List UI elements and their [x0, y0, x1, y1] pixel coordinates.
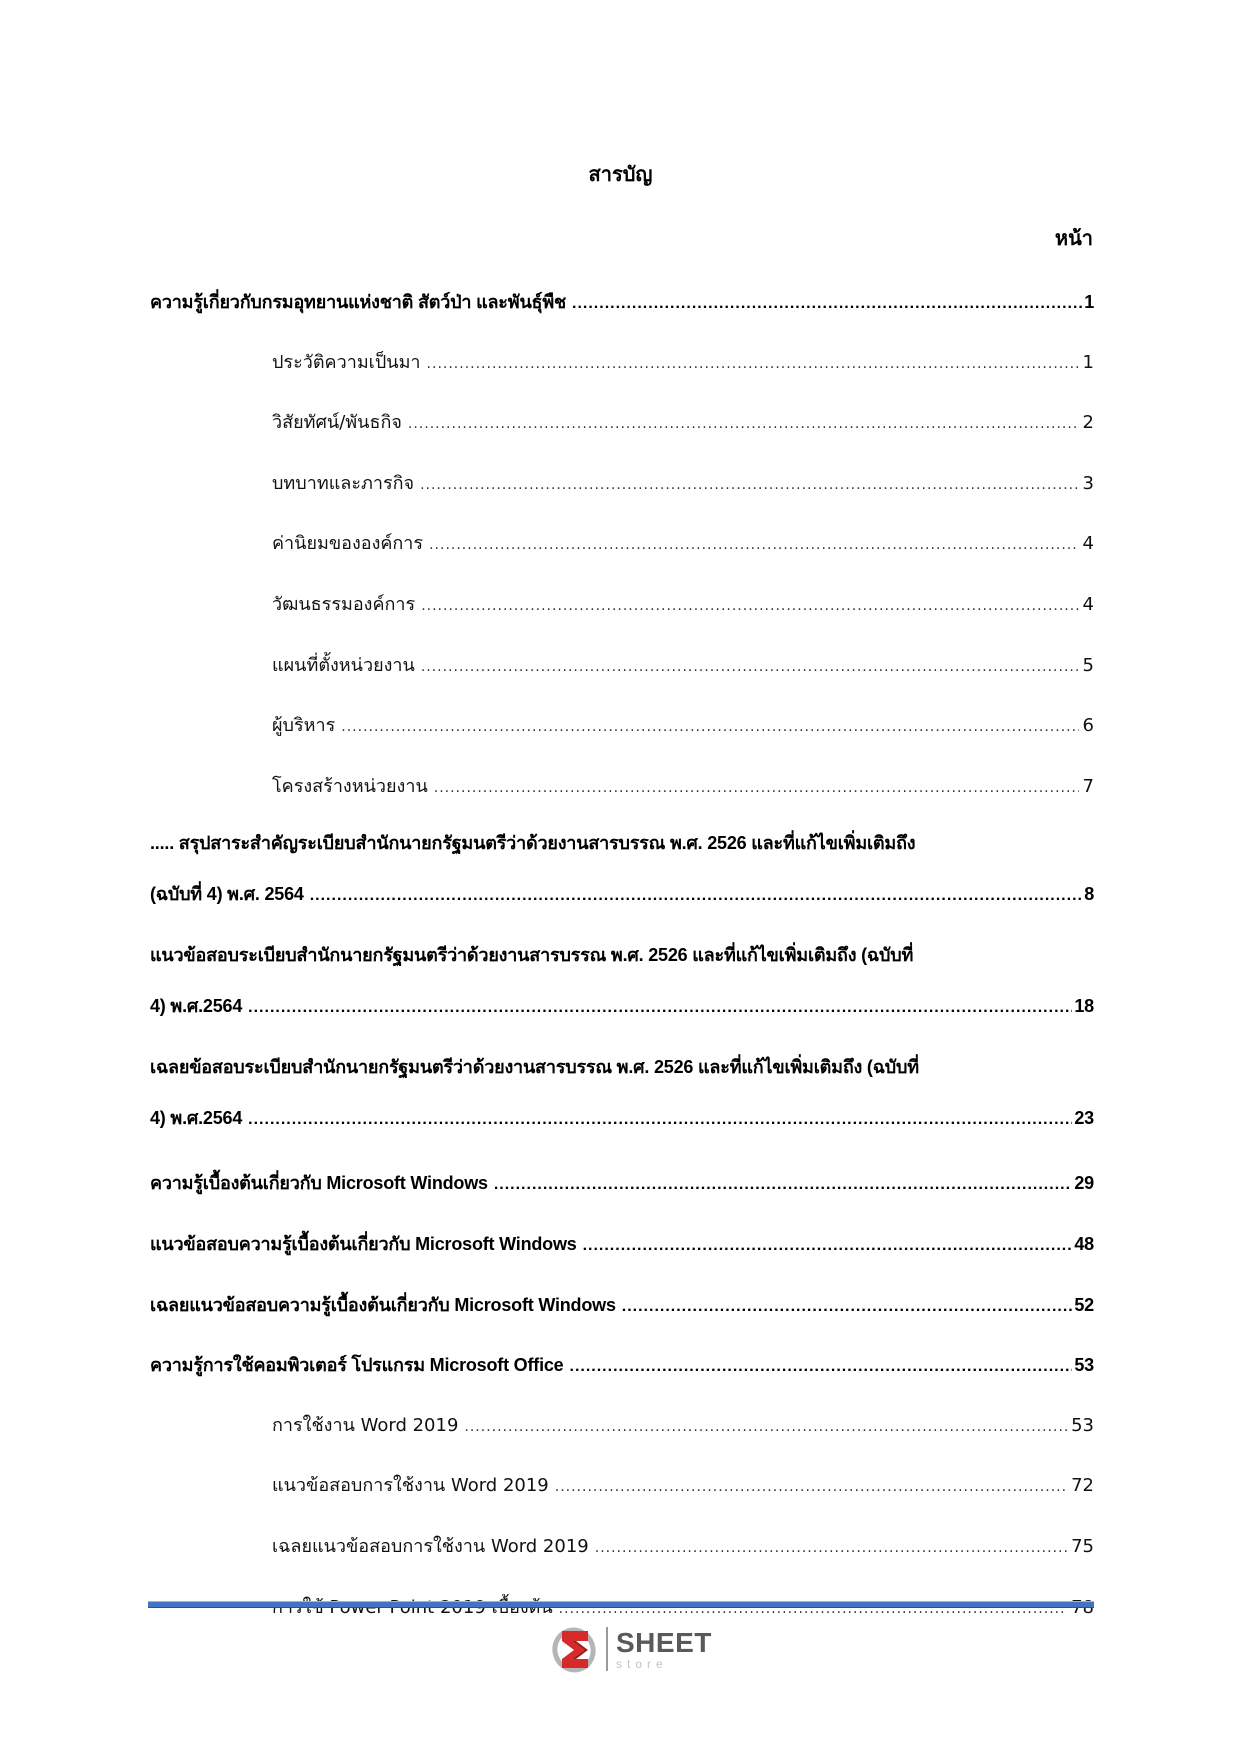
dot-leader	[572, 274, 1082, 335]
dot-leader	[420, 455, 1078, 516]
logo-divider	[606, 1627, 608, 1671]
toc-entry-label-cont: (ฉบับที่ 4) พ.ศ. 2564	[150, 884, 304, 905]
dot-leader	[429, 515, 1078, 576]
toc-entry-label: ความรู้เกี่ยวกับกรมอุทยานแห่งชาติ สัตว์ป่า และพันธุ์พืช	[150, 292, 567, 312]
toc-entry-page: 2	[1082, 412, 1094, 434]
toc-subentry[interactable]	[150, 757, 1094, 818]
page-column-header: หน้า	[1054, 226, 1093, 250]
toc-entry-label: ผู้บริหาร	[272, 715, 336, 737]
toc-entry-label: โครงสร้างหน่วยงาน	[272, 775, 428, 797]
dot-leader	[595, 1518, 1067, 1579]
toc-entry-section8[interactable]	[150, 1335, 1094, 1396]
toc-entry-label: วัฒนธรรมองค์การ	[272, 593, 416, 615]
dot-leader	[555, 1457, 1067, 1518]
toc-entry-page: 75	[1071, 1535, 1094, 1557]
toc-entry-page: 18	[1074, 996, 1094, 1017]
toc-entry-page: 53	[1074, 1355, 1094, 1376]
dot-leader	[341, 697, 1078, 758]
toc-entry-page: 52	[1074, 1294, 1094, 1315]
page-title: สารบัญ	[588, 162, 653, 186]
toc-entry-section3[interactable]	[150, 929, 1094, 1031]
logo-wordmark	[616, 1626, 712, 1671]
toc-entry-section2[interactable]	[150, 817, 1094, 919]
toc-subentry[interactable]	[150, 1456, 1094, 1517]
toc-entry-label: ความรู้การใช้คอมพิวเตอร์ โปรแกรม Microsoft Office	[150, 1355, 564, 1376]
table-of-contents	[150, 272, 1094, 1638]
toc-subentry[interactable]	[150, 454, 1094, 515]
toc-entry-label: เฉลยแนวข้อสอบความรู้เบื้องต้นเกี่ยวกับ Microsoft Windows	[150, 1294, 616, 1315]
toc-entry-page: 3	[1082, 472, 1094, 494]
dot-leader	[248, 1095, 1072, 1145]
toc-entry-page: 4	[1082, 593, 1094, 615]
toc-entry-page: 8	[1084, 884, 1094, 905]
toc-entry-label: เฉลยข้อสอบระเบียบสำนักนายกรัฐมนตรีว่าด้วยงานสารบรรณ พ.ศ. 2526 และที่แก้ไขเพิ่มเติมถึง (ฉบับที่	[150, 1057, 919, 1078]
toc-entry-page: 29	[1074, 1173, 1094, 1194]
toc-entry-line	[150, 1093, 1094, 1143]
toc-entry-line	[150, 869, 1094, 919]
toc-entry-line	[150, 1041, 1094, 1093]
toc-subentry[interactable]	[150, 1396, 1094, 1457]
toc-subentry[interactable]	[150, 514, 1094, 575]
toc-entry-label: แนวข้อสอบระเบียบสำนักนายกรัฐมนตรีว่าด้วยงานสารบรรณ พ.ศ. 2526 และที่แก้ไขเพิ่มเติมถึง (ฉบับที่	[150, 945, 914, 966]
toc-entry-section7[interactable]	[150, 1275, 1094, 1336]
toc-entry-section6[interactable]	[150, 1214, 1094, 1275]
dot-leader	[248, 983, 1072, 1033]
toc-subentry[interactable]	[150, 393, 1094, 454]
dot-leader	[427, 334, 1079, 395]
toc-entry-label: แนวข้อสอบการใช้งาน Word 2019	[272, 1475, 549, 1497]
dot-leader	[434, 758, 1079, 819]
toc-entry-label: วิสัยทัศน์/พันธกิจ	[272, 412, 402, 434]
toc-entry-label: แผนที่ตั้งหน่วยงาน	[272, 654, 415, 676]
toc-entry-page: 7	[1082, 775, 1094, 797]
toc-entry-label-cont: 4) พ.ศ.2564	[150, 1108, 243, 1129]
toc-entry-label: ประวัติความเป็นมา	[272, 351, 421, 373]
toc-entry-label: บทบาทและภารกิจ	[272, 472, 415, 494]
toc-subentry[interactable]	[150, 636, 1094, 697]
toc-entry-label: แนวข้อสอบความรู้เบื้องต้นเกี่ยวกับ Microsoft Windows	[150, 1233, 577, 1254]
sheet-store-s-logo-icon	[550, 1624, 600, 1674]
toc-entry-line	[150, 981, 1094, 1031]
toc-entry-page: 1	[1082, 351, 1094, 373]
toc-entry-page: 23	[1074, 1108, 1094, 1129]
dot-leader	[421, 637, 1079, 698]
dot-leader	[421, 576, 1078, 637]
toc-subentry[interactable]	[150, 1517, 1094, 1578]
dot-leader	[622, 1277, 1073, 1338]
toc-entry-line	[150, 817, 1094, 869]
dot-leader	[310, 871, 1082, 921]
dot-leader	[464, 1397, 1067, 1458]
dot-leader	[583, 1216, 1073, 1277]
toc-entry-label: เฉลยแนวข้อสอบการใช้งาน Word 2019	[272, 1535, 589, 1557]
toc-entry-label-cont: 4) พ.ศ.2564	[150, 996, 243, 1017]
toc-entry-label: การใช้งาน Word 2019	[272, 1414, 459, 1436]
toc-entry-page: 1	[1084, 292, 1094, 312]
toc-subentry[interactable]	[150, 333, 1094, 394]
toc-entry-label: ความรู้เบื้องต้นเกี่ยวกับ Microsoft Windows	[150, 1173, 488, 1194]
toc-entry-page: 6	[1082, 715, 1094, 737]
footer-rule	[148, 1601, 1094, 1608]
toc-entry-section5[interactable]	[150, 1153, 1094, 1214]
dot-leader	[408, 394, 1079, 455]
toc-entry-section1[interactable]	[150, 272, 1094, 333]
toc-entry-page: 5	[1082, 654, 1094, 676]
toc-subentry[interactable]	[150, 575, 1094, 636]
toc-entry-page: 53	[1071, 1414, 1094, 1436]
toc-entry-line	[150, 929, 1094, 981]
toc-subentry[interactable]	[150, 696, 1094, 757]
logo-secondary-text: store	[616, 1656, 668, 1671]
toc-entry-page: 72	[1071, 1475, 1094, 1497]
toc-entry-label: ..... สรุปสาระสำคัญระเบียบสำนักนายกรัฐมนตรีว่าด้วยงานสารบรรณ พ.ศ. 2526 และที่แก้ไขเพิ่มเติมถึง	[150, 833, 916, 854]
toc-entry-page: 48	[1074, 1233, 1094, 1254]
toc-entry-label: ค่านิยมขององค์การ	[272, 533, 424, 555]
dot-leader	[570, 1337, 1073, 1398]
dot-leader	[494, 1155, 1073, 1216]
toc-entry-page: 4	[1082, 533, 1094, 555]
logo-primary-text: SHEET	[616, 1626, 712, 1658]
sheet-store-logo	[550, 1623, 712, 1675]
toc-entry-section4[interactable]	[150, 1041, 1094, 1143]
